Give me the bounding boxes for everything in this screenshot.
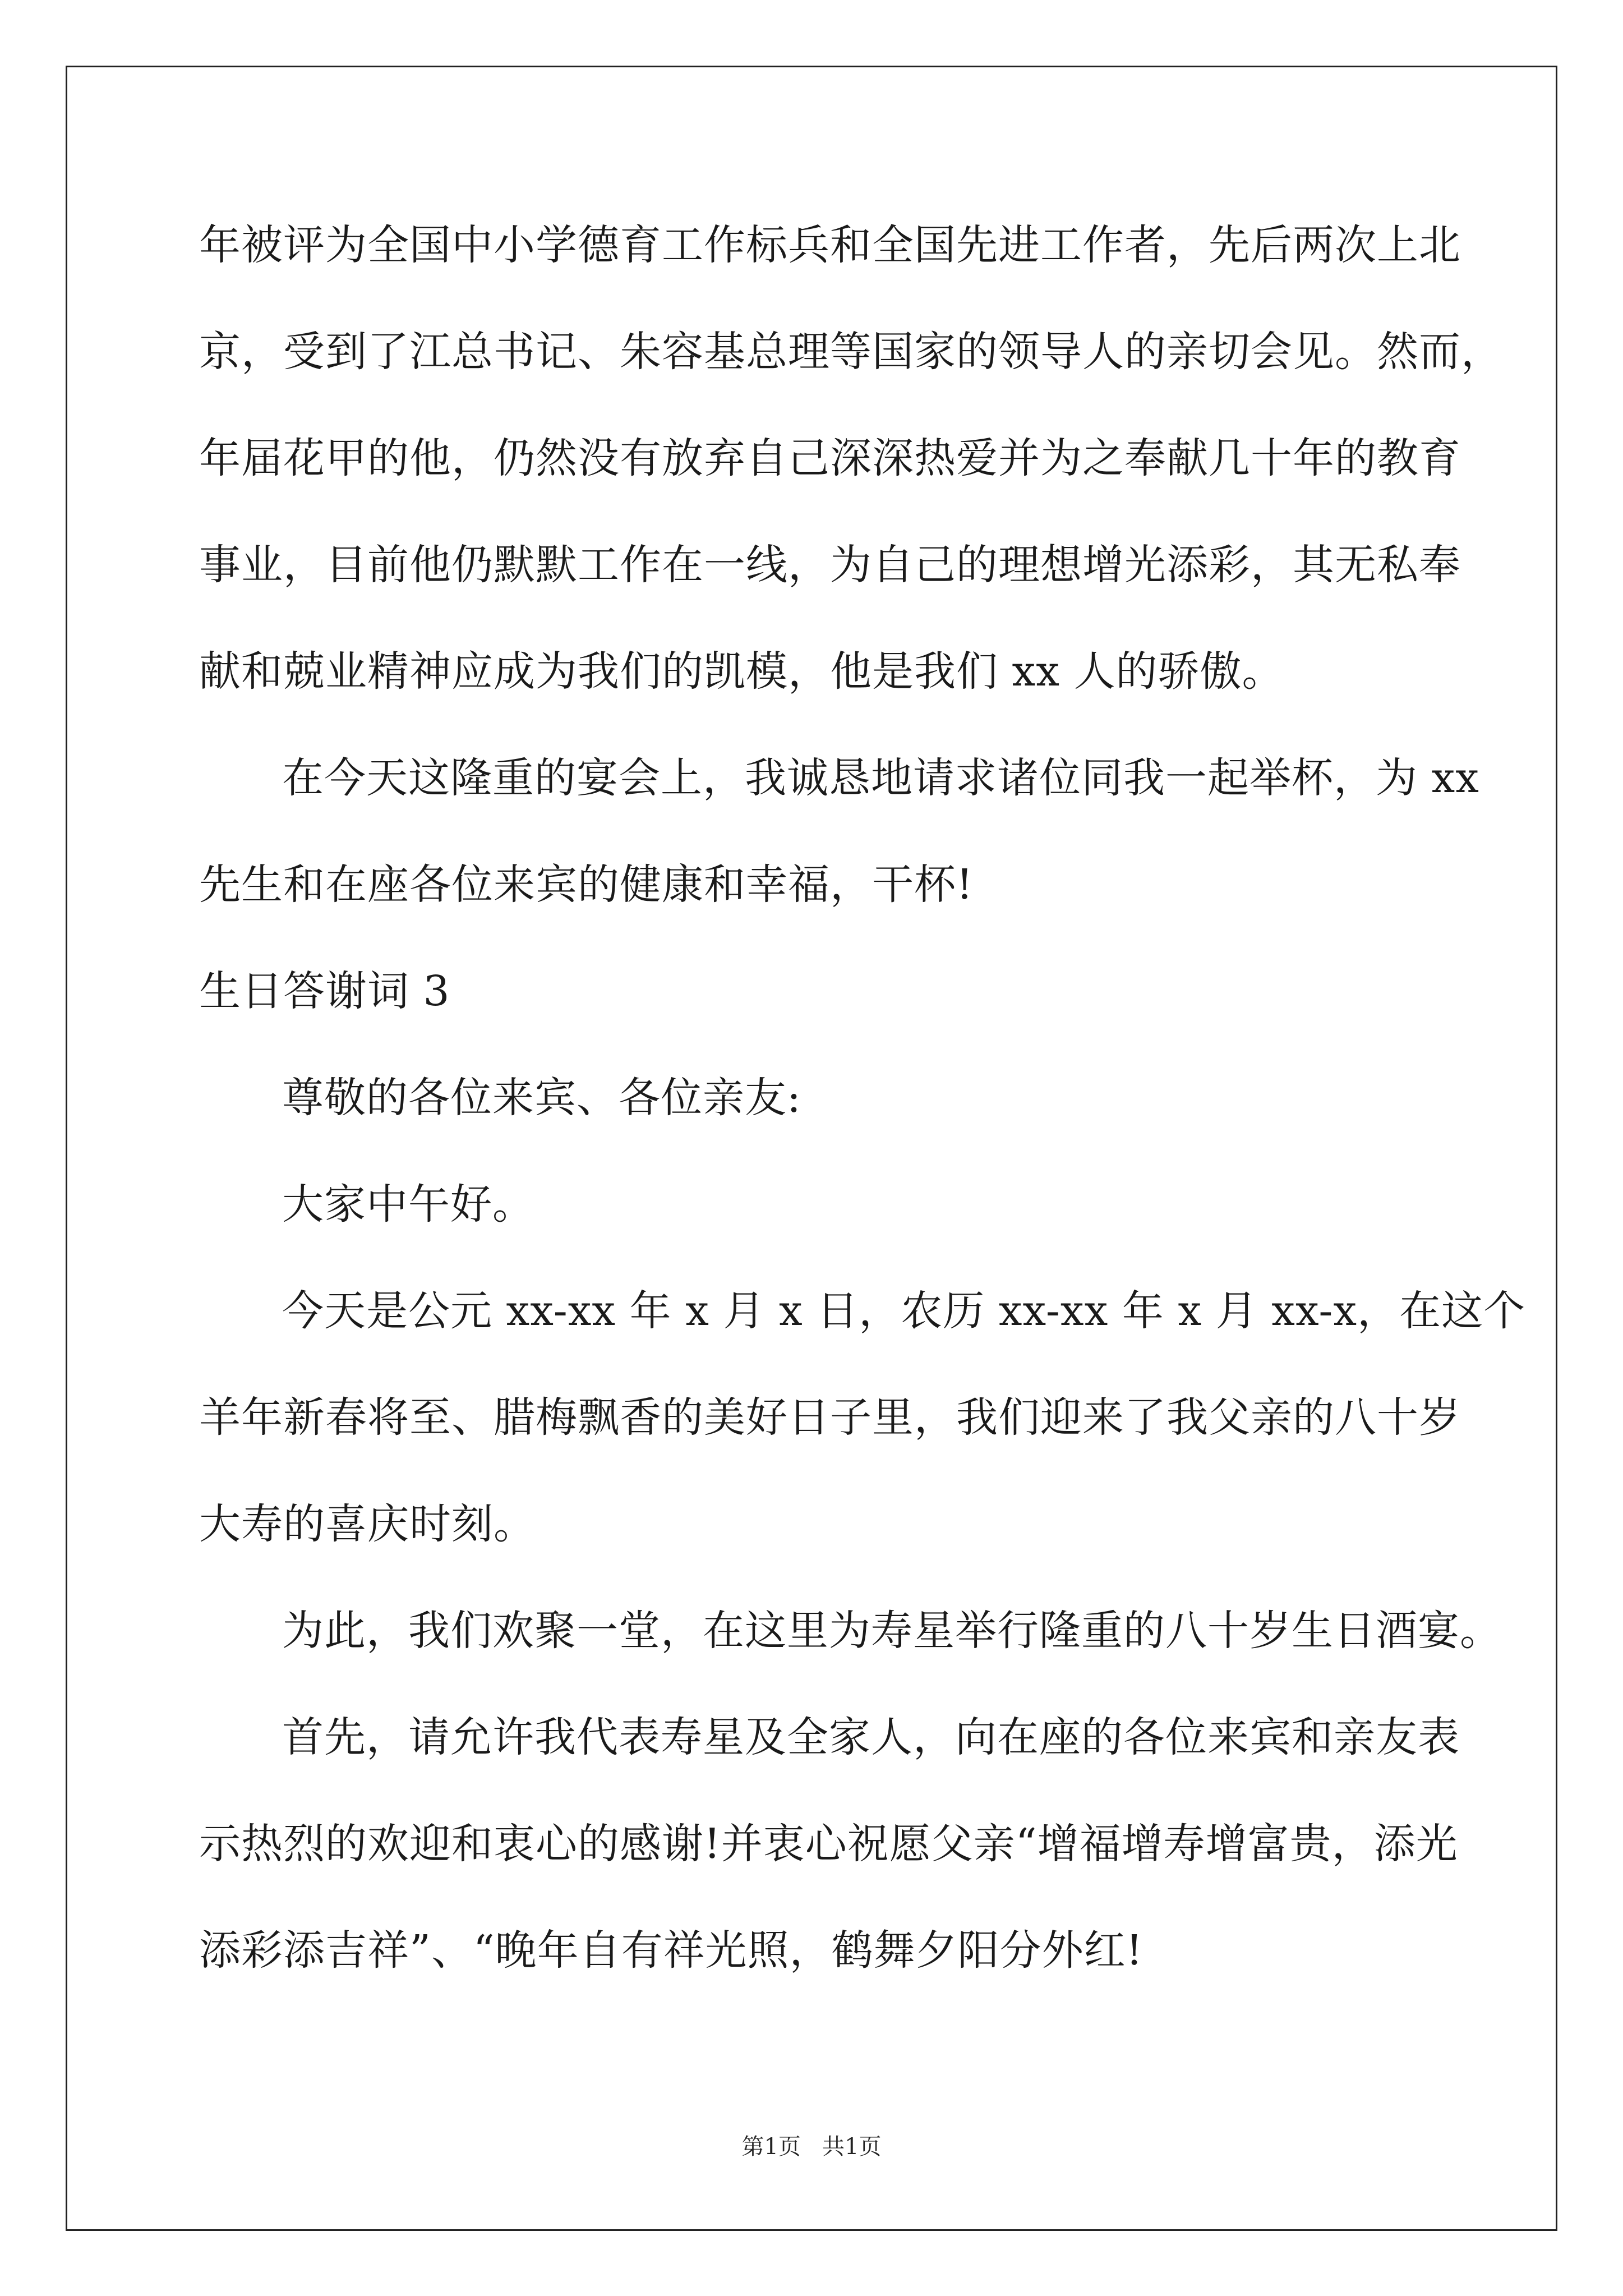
body-line: 添彩添吉祥”、“晚年自有祥光照，鹤舞夕阳分外红! [199,1926,1144,1975]
body-line: 京，受到了江总书记、朱容基总理等国家的领导人的亲切会见。然而， [199,328,1503,376]
body-line: 先生和在座各位来宾的健康和幸福，干杯! [199,861,974,909]
body-line: 年届花甲的他，仍然没有放弃自己深深热爱并为之奉献几十年的教育 [199,434,1461,482]
page-border [66,66,1557,2231]
greeting-line: 大家中午好。 [282,1180,534,1228]
body-line: 献和兢业精神应成为我们的凯模，他是我们 xx 人的骄傲。 [199,647,1284,696]
body-line: 大寿的喜庆时刻。 [199,1500,536,1548]
paragraph-start-line: 为此，我们欢聚一堂，在这里为寿星举行隆重的八十岁生日酒宴。 [282,1607,1502,1655]
body-line: 示热烈的欢迎和衷心的感谢!并衷心祝愿父亲“增福增寿增富贵，添光 [199,1820,1458,1868]
body-line: 年被评为全国中小学德育工作标兵和全国先进工作者，先后两次上北 [199,221,1461,269]
section-heading: 生日答谢词 3 [199,967,450,1015]
salutation-line: 尊敬的各位来宾、各位亲友: [282,1074,801,1122]
body-line: 事业，目前他仍默默工作在一线，为自己的理想增光添彩，其无私奉 [199,541,1461,589]
page-footer: 第1页 共1页 [741,2134,882,2160]
paragraph-start-line: 在今天这隆重的宴会上，我诚恳地请求诸位同我一起举杯，为 xx [282,754,1479,802]
paragraph-start-line: 今天是公元 xx-xx 年 x 月 x 日，农历 xx-xx 年 x 月 xx-x，在这个 [282,1287,1526,1335]
body-line: 羊年新春将至、腊梅飘香的美好日子里，我们迎来了我父亲的八十岁 [199,1393,1461,1442]
paragraph-start-line: 首先，请允许我代表寿星及全家人，向在座的各位来宾和亲友表 [282,1713,1460,1761]
